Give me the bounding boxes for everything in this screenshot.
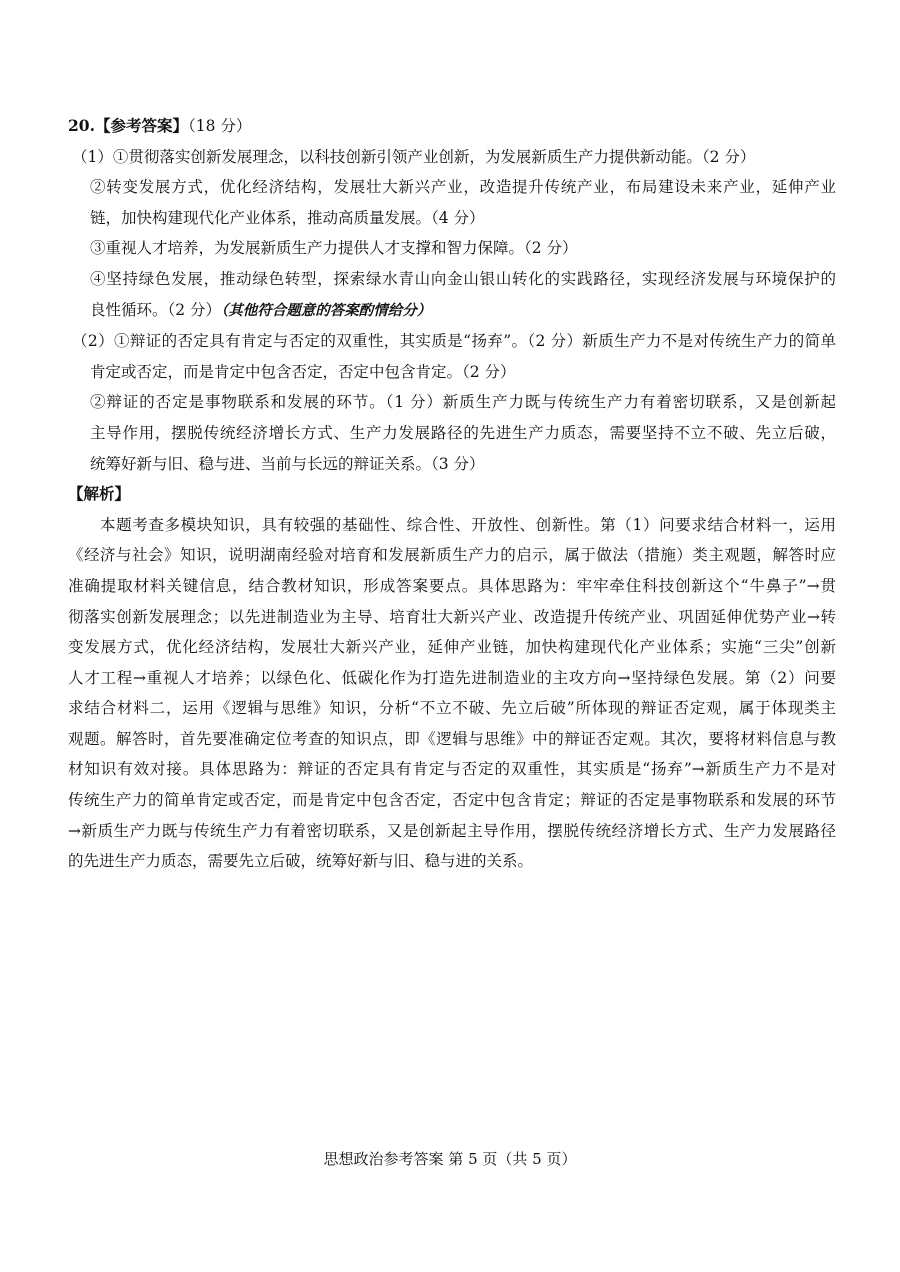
question-heading bbox=[68, 111, 836, 142]
analysis-line-10: 传统生产力的简单肯定或否定，而是肯定中包含否定，否定中包含肯定；辩证的否定是事物联系和发展的环节 bbox=[68, 791, 836, 810]
analysis-line-4: 彻落实创新发展理念；以先进制造业为主导、培育壮大新兴产业、改造提升传统产业、巩固延伸优势产业→转 bbox=[68, 607, 836, 626]
part2-item2-line3: 统筹好新与旧、稳与进、当前与长远的辩证关系。（3 分） bbox=[90, 454, 485, 473]
analysis-line-8: 观题。解答时，首先要准确定位考查的知识点，即《逻辑与思维》中的辩证否定观。其次，要将材料信息与教 bbox=[68, 729, 836, 748]
part1-item3-line1: ③重视人才培养，为发展新质生产力提供人才支撑和智力保障。（2 分） bbox=[90, 239, 578, 258]
part1-item1 bbox=[68, 142, 836, 173]
part2-item1-line2: 肯定或否定，而是肯定中包含否定，否定中包含肯定。（2 分） bbox=[90, 362, 516, 381]
analysis-line-7: 求结合材料二，运用《逻辑与思维》知识，分析“不立不破、先立后破”所体现的辩证否定观，属于体现类主 bbox=[68, 699, 836, 718]
analysis-line-1: 本题考查多模块知识，具有较强的基础性、综合性、开放性、创新性。第（1）问要求结合材料一，运用 bbox=[100, 515, 836, 534]
page-footer: 思想政治参考答案 第 5 页（共 5 页） bbox=[323, 1150, 577, 1168]
part1-item4-line1: ④坚持绿色发展，推动绿色转型，探索绿水青山向金山银山转化的实践路径，实现经济发展与环境保护的 bbox=[90, 269, 836, 288]
part1-item2-line1: ②转变发展方式，优化经济结构，发展壮大新兴产业，改造提升传统产业，布局建设未来产业，延伸产业 bbox=[90, 178, 836, 197]
analysis-line-11: →新质生产力既与传统生产力有着密切联系，又是创新起主导作用，摆脱传统经济增长方式、生产力发展路径 bbox=[68, 821, 836, 840]
analysis-line-9: 材知识有效对接。具体思路为：辩证的否定具有肯定与否定的双重性，其实质是“扬弃”→新质生产力不是对 bbox=[68, 760, 836, 779]
part2-item2-line2: 主导作用，摆脱传统经济增长方式、生产力发展路径的先进生产力质态，需要坚持不立不破、先立后破， bbox=[90, 423, 836, 442]
part1-item2-line2: 链，加快构建现代化产业体系，推动高质量发展。（4 分） bbox=[90, 208, 485, 227]
question-heading-label: 【参考答案】 bbox=[94, 116, 188, 135]
part2-label: （2） bbox=[72, 332, 114, 351]
part1-note: （其他符合题意的答案酌情给分） bbox=[221, 301, 432, 319]
analysis-heading: 【解析】 bbox=[68, 484, 131, 504]
analysis-line-3: 准确提取材料关键信息，结合教材知识，形成答案要点。具体思路为：牢牢牵住科技创新这个“牛鼻子”→贯 bbox=[68, 576, 836, 595]
part1-item1-line1: ①贯彻落实创新发展理念，以科技创新引领产业创新，为发展新质生产力提供新动能。（2 分） bbox=[112, 147, 756, 166]
part1-item4-line2-wrap bbox=[68, 295, 836, 327]
answer-content bbox=[68, 111, 836, 877]
question-score: （18 分） bbox=[187, 117, 252, 135]
analysis-line-6: 人才工程→重视人才培养；以绿色化、低碳化作为打造先进制造业的主攻方向→坚持绿色发展。第（2）问要 bbox=[68, 668, 836, 687]
analysis-line-2: 《经济与社会》知识，说明湖南经验对培育和发展新质生产力的启示，属于做法（措施）类主观题，解答时应 bbox=[68, 546, 836, 565]
question-number: 20. bbox=[68, 116, 95, 135]
analysis-line-5: 变发展方式，优化经济结构，发展壮大新兴产业，延伸产业链，加快构建现代化产业体系；实施“三尖”创新 bbox=[68, 638, 836, 657]
part2-item1 bbox=[68, 326, 836, 357]
part2-item1-line1: ①辩证的否定具有肯定与否定的双重性，其实质是“扬弃”。（2 分）新质生产力不是对传统生产力的简单 bbox=[113, 332, 836, 351]
part1-item4-line2: 良性循环。（2 分） bbox=[90, 300, 222, 319]
analysis-line-12: 的先进生产力质态，需要先立后破，统筹好新与旧、稳与进的关系。 bbox=[68, 852, 534, 871]
part1-label: （1） bbox=[72, 147, 113, 166]
part2-item2-line1: ②辩证的否定是事物联系和发展的环节。（1 分）新质生产力既与传统生产力有着密切联系，又是创新起 bbox=[90, 393, 836, 412]
